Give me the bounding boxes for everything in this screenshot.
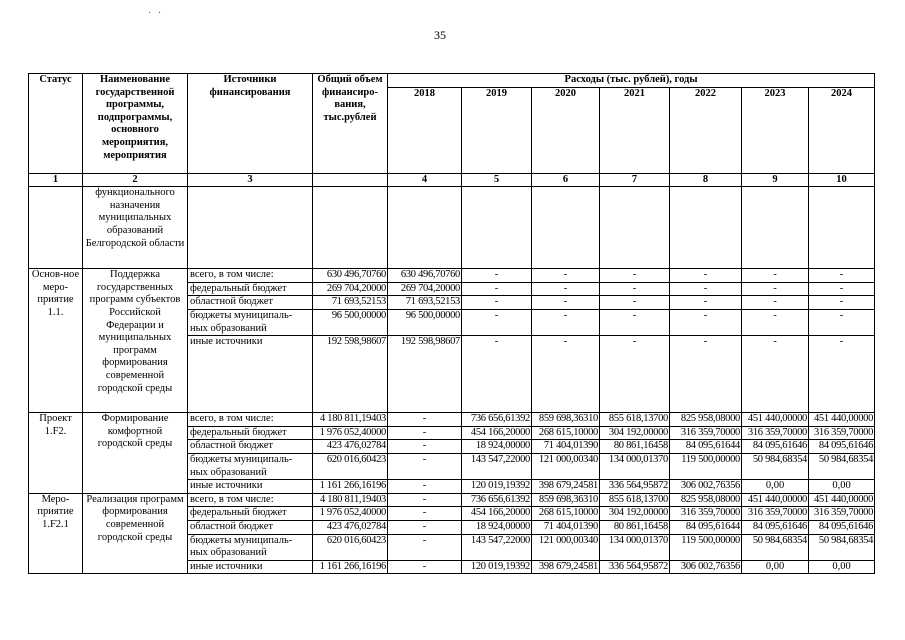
year-value-cell: 18 924,00000: [462, 520, 532, 534]
column-number: 4: [388, 173, 462, 187]
year-value-cell: -: [462, 282, 532, 296]
total-cell: 192 598,98607: [313, 336, 388, 413]
year-value-cell: 316 359,70000: [809, 426, 875, 440]
year-value-cell: 336 564,95872: [600, 480, 670, 494]
year-value-cell: -: [742, 309, 809, 335]
funding-source-cell: областной бюджет: [188, 520, 313, 534]
year-value-cell: 451 440,00000: [742, 413, 809, 427]
year-value-cell: -: [809, 296, 875, 310]
year-value-cell: -: [670, 269, 742, 283]
year-value-cell: 119 500,00000: [670, 534, 742, 560]
year-value-cell: 451 440,00000: [742, 493, 809, 507]
year-value-cell: -: [462, 336, 532, 413]
funding-source-cell: иные источники: [188, 560, 313, 574]
year-value-cell: -: [600, 336, 670, 413]
year-value-cell: -: [742, 269, 809, 283]
header-sources: Источники финансирования: [188, 74, 313, 174]
column-number: 7: [600, 173, 670, 187]
year-value-cell: -: [462, 296, 532, 310]
year-value-cell: 84 095,61644: [670, 440, 742, 454]
year-value-cell: 71 404,01390: [532, 520, 600, 534]
total-cell: 1 976 052,40000: [313, 426, 388, 440]
funding-source-cell: всего, в том числе:: [188, 413, 313, 427]
continuation-text: функционального назначения муниципальных образований Белгородской области: [83, 187, 188, 269]
year-value-cell: 825 958,08000: [670, 493, 742, 507]
year-value-cell: -: [600, 269, 670, 283]
year-value-cell: 451 440,00000: [809, 413, 875, 427]
year-value-cell: 316 359,70000: [742, 426, 809, 440]
year-value-cell: 84 095,61646: [742, 520, 809, 534]
year-value-cell: 192 598,98607: [388, 336, 462, 413]
header-year: 2024: [809, 87, 875, 173]
year-value-cell: -: [742, 336, 809, 413]
column-number: 9: [742, 173, 809, 187]
year-value-cell: 134 000,01370: [600, 453, 670, 479]
year-value-cell: 855 618,13700: [600, 413, 670, 427]
year-value-cell: 268 615,10000: [532, 507, 600, 521]
year-value-cell: -: [388, 520, 462, 534]
year-value-cell: 121 000,00340: [532, 453, 600, 479]
year-value-cell: -: [809, 269, 875, 283]
total-cell: 96 500,00000: [313, 309, 388, 335]
year-value-cell: 96 500,00000: [388, 309, 462, 335]
header-year: 2018: [388, 87, 462, 173]
year-value-cell: -: [532, 336, 600, 413]
empty-cell: [600, 187, 670, 269]
funding-source-cell: иные источники: [188, 480, 313, 494]
year-value-cell: -: [742, 282, 809, 296]
empty-cell: [29, 187, 83, 269]
year-value-cell: 143 547,22000: [462, 453, 532, 479]
year-value-cell: 859 698,36310: [532, 493, 600, 507]
year-value-cell: -: [600, 309, 670, 335]
total-cell: 4 180 811,19403: [313, 413, 388, 427]
program-name-cell: Реализация программ формирования современной городской среды: [83, 493, 188, 574]
year-value-cell: 50 984,68354: [809, 534, 875, 560]
year-value-cell: 306 002,76356: [670, 560, 742, 574]
year-value-cell: 336 564,95872: [600, 560, 670, 574]
program-name-cell: Формирование комфортной городской среды: [83, 413, 188, 494]
column-number: 6: [532, 173, 600, 187]
year-value-cell: 304 192,00000: [600, 507, 670, 521]
column-number: 5: [462, 173, 532, 187]
table-row: [29, 493, 875, 507]
year-value-cell: -: [600, 296, 670, 310]
year-value-cell: 316 359,70000: [670, 507, 742, 521]
year-value-cell: 84 095,61646: [742, 440, 809, 454]
continuation-row: [29, 187, 875, 269]
funding-source-cell: федеральный бюджет: [188, 507, 313, 521]
column-number: 10: [809, 173, 875, 187]
column-number: 1: [29, 173, 83, 187]
funding-source-cell: иные источники: [188, 336, 313, 413]
empty-cell: [532, 187, 600, 269]
year-value-cell: 398 679,24581: [532, 480, 600, 494]
year-value-cell: 268 615,10000: [532, 426, 600, 440]
table-row: [29, 269, 875, 283]
status-cell: Основ-ное меро-приятие 1.1.: [29, 269, 83, 413]
year-value-cell: 84 095,61646: [809, 440, 875, 454]
year-value-cell: -: [532, 282, 600, 296]
year-value-cell: 0,00: [742, 560, 809, 574]
year-value-cell: 121 000,00340: [532, 534, 600, 560]
header-year: 2021: [600, 87, 670, 173]
year-value-cell: -: [670, 296, 742, 310]
total-cell: 1 976 052,40000: [313, 507, 388, 521]
year-value-cell: -: [532, 269, 600, 283]
total-cell: 423 476,02784: [313, 440, 388, 454]
year-value-cell: -: [388, 560, 462, 574]
year-value-cell: 50 984,68354: [809, 453, 875, 479]
year-value-cell: -: [388, 480, 462, 494]
header-total: Общий объем финансиро-вания, тыс.рублей: [313, 74, 388, 174]
year-value-cell: -: [742, 296, 809, 310]
total-cell: 4 180 811,19403: [313, 493, 388, 507]
year-value-cell: 454 166,20000: [462, 507, 532, 521]
header-year: 2023: [742, 87, 809, 173]
year-value-cell: -: [388, 507, 462, 521]
year-value-cell: 71 693,52153: [388, 296, 462, 310]
funding-source-cell: федеральный бюджет: [188, 282, 313, 296]
year-value-cell: -: [388, 453, 462, 479]
year-value-cell: 119 500,00000: [670, 453, 742, 479]
total-cell: 1 161 266,16196: [313, 480, 388, 494]
funding-source-cell: всего, в том числе:: [188, 269, 313, 283]
empty-cell: [742, 187, 809, 269]
table-header: [29, 74, 875, 174]
funding-source-cell: всего, в том числе:: [188, 493, 313, 507]
year-value-cell: -: [388, 426, 462, 440]
funding-source-cell: бюджеты муниципаль-ных образований: [188, 453, 313, 479]
year-value-cell: -: [388, 413, 462, 427]
column-number: [313, 173, 388, 187]
year-value-cell: 18 924,00000: [462, 440, 532, 454]
status-cell: Проект 1.F2.: [29, 413, 83, 494]
column-number: 8: [670, 173, 742, 187]
total-cell: 1 161 266,16196: [313, 560, 388, 574]
status-cell: Меро-приятие 1.F2.1: [29, 493, 83, 574]
year-value-cell: 306 002,76356: [670, 480, 742, 494]
empty-cell: [188, 187, 313, 269]
table-row: [29, 413, 875, 427]
total-cell: 423 476,02784: [313, 520, 388, 534]
year-value-cell: 269 704,20000: [388, 282, 462, 296]
funding-source-cell: бюджеты муниципаль-ных образований: [188, 534, 313, 560]
year-value-cell: 84 095,61644: [670, 520, 742, 534]
year-value-cell: -: [532, 309, 600, 335]
year-value-cell: -: [670, 309, 742, 335]
year-value-cell: 855 618,13700: [600, 493, 670, 507]
header-year: 2019: [462, 87, 532, 173]
total-cell: 71 693,52153: [313, 296, 388, 310]
year-value-cell: 736 656,61392: [462, 493, 532, 507]
empty-cell: [462, 187, 532, 269]
page-number: 35: [434, 28, 446, 42]
empty-cell: [313, 187, 388, 269]
year-value-cell: 50 984,68354: [742, 534, 809, 560]
empty-cell: [388, 187, 462, 269]
year-value-cell: 451 440,00000: [809, 493, 875, 507]
year-value-cell: 120 019,19392: [462, 480, 532, 494]
year-value-cell: 143 547,22000: [462, 534, 532, 560]
year-value-cell: -: [462, 309, 532, 335]
year-value-cell: 80 861,16458: [600, 520, 670, 534]
year-value-cell: -: [809, 282, 875, 296]
total-cell: 630 496,70760: [313, 269, 388, 283]
program-name-cell: Поддержка государственных программ субъектов Российской Федерации и муниципальных программ формирования современной городской среды: [83, 269, 188, 413]
year-value-cell: 50 984,68354: [742, 453, 809, 479]
funding-source-cell: федеральный бюджет: [188, 426, 313, 440]
year-value-cell: -: [532, 296, 600, 310]
header-status: Статус: [29, 74, 83, 174]
header-year: 2020: [532, 87, 600, 173]
year-value-cell: 859 698,36310: [532, 413, 600, 427]
year-value-cell: -: [670, 336, 742, 413]
table-body: [29, 173, 875, 574]
year-value-cell: -: [670, 282, 742, 296]
year-value-cell: 134 000,01370: [600, 534, 670, 560]
header-year: 2022: [670, 87, 742, 173]
header-expenses: Расходы (тыс. рублей), годы: [388, 74, 875, 88]
column-number: 2: [83, 173, 188, 187]
empty-cell: [809, 187, 875, 269]
year-value-cell: 84 095,61646: [809, 520, 875, 534]
year-value-cell: 120 019,19392: [462, 560, 532, 574]
year-value-cell: 736 656,61392: [462, 413, 532, 427]
column-number-row: [29, 173, 875, 187]
year-value-cell: 630 496,70760: [388, 269, 462, 283]
year-value-cell: 316 359,70000: [670, 426, 742, 440]
column-number: 3: [188, 173, 313, 187]
year-value-cell: 0,00: [809, 480, 875, 494]
total-cell: 620 016,60423: [313, 534, 388, 560]
year-value-cell: -: [809, 336, 875, 413]
year-value-cell: 80 861,16458: [600, 440, 670, 454]
year-value-cell: 316 359,70000: [809, 507, 875, 521]
year-value-cell: -: [600, 282, 670, 296]
header-name: Наименование государственной программы, подпрограммы, основного мероприятия, мероприятия: [83, 74, 188, 174]
funding-source-cell: бюджеты муниципаль-ных образований: [188, 309, 313, 335]
year-value-cell: 0,00: [809, 560, 875, 574]
scan-speck: · ·: [148, 8, 164, 19]
year-value-cell: -: [462, 269, 532, 283]
year-value-cell: 0,00: [742, 480, 809, 494]
year-value-cell: -: [388, 493, 462, 507]
year-value-cell: 316 359,70000: [742, 507, 809, 521]
empty-cell: [670, 187, 742, 269]
year-value-cell: 398 679,24581: [532, 560, 600, 574]
year-value-cell: 304 192,00000: [600, 426, 670, 440]
total-cell: 269 704,20000: [313, 282, 388, 296]
year-value-cell: 825 958,08000: [670, 413, 742, 427]
funding-source-cell: областной бюджет: [188, 296, 313, 310]
year-value-cell: -: [388, 440, 462, 454]
budget-table: [28, 73, 875, 574]
total-cell: 620 016,60423: [313, 453, 388, 479]
year-value-cell: 454 166,20000: [462, 426, 532, 440]
year-value-cell: 71 404,01390: [532, 440, 600, 454]
year-value-cell: -: [809, 309, 875, 335]
year-value-cell: -: [388, 534, 462, 560]
funding-source-cell: областной бюджет: [188, 440, 313, 454]
